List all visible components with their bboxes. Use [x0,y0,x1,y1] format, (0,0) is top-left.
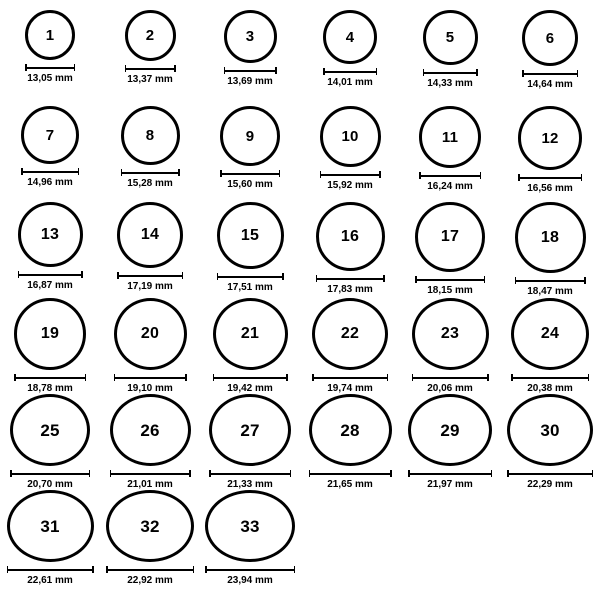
ring-size-cell[interactable] [0,394,100,490]
diameter-label: 13,37 mm [127,74,173,85]
ring-size-cell[interactable] [500,298,600,394]
dimension-tick-right [390,470,392,477]
dimension-tick-right [476,69,478,76]
ring-size-label: 14 [140,226,160,243]
ring-size-cell[interactable] [300,202,400,298]
ring-size-label: 1 [45,26,55,44]
ring-size-label: 33 [240,516,260,536]
dimension-tick-left [7,566,9,573]
ring-circle [106,490,194,562]
ring-size-label: 19 [40,325,60,342]
ring-size-cell[interactable] [100,490,200,586]
dimension-line [412,374,489,381]
dimension-tick-left [10,470,12,477]
dimension-tick-left [522,70,524,77]
ring-size-label: 6 [545,29,555,47]
ring-circle [209,394,291,466]
dimension-tick-right [376,68,378,75]
dimension-tick-right [379,171,381,178]
dimension-tick-left [205,566,207,573]
diameter-label: 13,05 mm [27,73,73,84]
ring-size-label: 24 [540,325,560,342]
ring-size-label: 20 [140,325,160,342]
dimension-annotation [217,273,284,293]
ring-size-label: 16 [340,227,360,245]
ring-size-label: 25 [40,420,60,440]
ring-size-cell[interactable] [500,202,600,298]
ring-size-cell[interactable] [100,106,200,202]
dimension-tick-right [89,470,91,477]
ring-circle [217,202,284,269]
diameter-label: 19,10 mm [127,383,173,394]
ring-circle [25,10,75,60]
dimension-tick-right [189,470,191,477]
ring-circle [18,202,83,267]
dimension-annotation [412,374,489,394]
dimension-tick-right [581,174,583,181]
dimension-line [419,172,481,179]
dimension-tick-right [588,374,590,381]
dimension-annotation [423,69,478,89]
dimension-annotation [316,275,385,295]
dimension-annotation [18,271,83,291]
ring-circle [117,202,183,268]
dimension-line [312,374,388,381]
ring-circle [507,394,593,466]
ring-size-cell[interactable] [400,106,500,202]
ring-size-label: 17 [440,228,460,245]
dimension-line [515,277,586,284]
ring-size-cell[interactable] [0,10,100,106]
ring-size-cell[interactable] [200,394,300,490]
ring-circle [323,10,377,64]
dimension-tick-right [85,374,87,381]
ring-circle [121,106,180,165]
dimension-tick-right [387,374,389,381]
dimension-line [7,566,94,573]
dimension-line [125,65,176,72]
ring-circle [21,106,79,164]
ring-size-label: 7 [45,126,55,144]
ring-circle [423,10,478,65]
dimension-annotation [14,374,86,394]
diameter-label: 20,38 mm [527,383,573,394]
ring-size-cell[interactable] [200,202,300,298]
dimension-line [507,470,593,477]
ring-size-label: 8 [145,127,155,144]
dimension-tick-left [518,174,520,181]
diameter-label: 20,70 mm [27,479,73,490]
dimension-annotation [309,470,392,490]
dimension-tick-right [484,276,486,283]
dimension-line [110,470,191,477]
diameter-label: 21,65 mm [327,479,373,490]
dimension-tick-left [213,374,215,381]
diameter-label: 17,51 mm [227,282,273,293]
dimension-annotation [21,168,79,188]
dimension-tick-left [312,374,314,381]
ring-size-label: 22 [340,325,360,342]
dimension-tick-right [290,470,292,477]
dimension-line [415,276,485,283]
ring-size-label: 12 [541,129,559,147]
dimension-tick-right [577,70,579,77]
ring-size-label: 4 [345,28,355,46]
ring-circle [110,394,191,466]
ring-size-cell[interactable] [500,106,600,202]
dimension-line [14,374,86,381]
ring-size-cell[interactable] [300,298,400,394]
dimension-tick-right [92,566,94,573]
dimension-tick-left [423,69,425,76]
dimension-annotation [125,65,176,85]
ring-size-cell[interactable] [400,298,500,394]
dimension-line [423,69,478,76]
dimension-tick-left [323,68,325,75]
dimension-line [309,470,392,477]
dimension-tick-right [286,374,288,381]
diameter-label: 14,64 mm [527,79,573,90]
dimension-line [25,64,75,71]
ring-size-cell[interactable] [500,394,600,490]
dimension-annotation [209,470,291,490]
dimension-annotation [7,566,94,586]
dimension-tick-right [383,275,385,282]
ring-size-label: 3 [245,28,255,45]
dimension-annotation [224,67,277,87]
dimension-tick-left [220,170,222,177]
diameter-label: 20,06 mm [427,383,473,394]
ring-size-label: 9 [245,127,255,145]
dimension-tick-right [480,172,482,179]
dimension-annotation [312,374,388,394]
ring-size-cell[interactable] [200,10,300,106]
ring-circle [205,490,295,562]
ring-size-cell[interactable] [100,202,200,298]
dimension-annotation [117,272,183,292]
dimension-tick-left [25,64,27,71]
dimension-line [522,70,578,77]
ring-size-cell[interactable] [0,298,100,394]
ring-size-label: 29 [440,420,460,440]
dimension-annotation [419,172,481,192]
ring-circle [7,490,94,562]
dimension-tick-left [511,374,513,381]
dimension-tick-right [81,271,83,278]
dimension-line [121,169,180,176]
dimension-tick-left [224,67,226,74]
dimension-tick-right [193,566,195,573]
diameter-label: 18,47 mm [527,286,573,297]
dimension-line [21,168,79,175]
ring-size-label: 11 [441,128,459,146]
dimension-line [511,374,589,381]
dimension-tick-right [78,168,80,175]
dimension-tick-right [282,273,284,280]
dimension-tick-left [515,277,517,284]
ring-circle [518,106,582,170]
ring-size-cell[interactable] [300,10,400,106]
dimension-tick-right [279,170,281,177]
ring-size-cell[interactable] [400,394,500,490]
ring-size-cell[interactable] [400,202,500,298]
dimension-annotation [320,171,381,191]
dimension-tick-left [14,374,16,381]
diameter-label: 13,69 mm [227,76,273,87]
dimension-line [518,174,582,181]
ring-circle [224,10,277,63]
diameter-label: 21,01 mm [127,479,173,490]
dimension-annotation [522,70,578,90]
diameter-label: 19,74 mm [327,383,373,394]
dimension-annotation [518,174,582,194]
dimension-line [205,566,295,573]
dimension-tick-right [487,374,489,381]
dimension-tick-left [309,470,311,477]
dimension-annotation [507,470,593,490]
ring-size-label: 13 [40,225,60,243]
ring-circle [408,394,492,466]
dimension-tick-left [21,168,23,175]
dimension-line [209,470,291,477]
dimension-tick-left [507,470,509,477]
diameter-label: 17,83 mm [327,284,373,295]
ring-circle [125,10,176,61]
dimension-tick-left [320,171,322,178]
dimension-annotation [110,470,191,490]
dimension-tick-right [182,272,184,279]
diameter-label: 15,28 mm [127,178,173,189]
dimension-tick-left [412,374,414,381]
dimension-line [10,470,90,477]
dimension-line [117,272,183,279]
diameter-label: 15,92 mm [327,180,373,191]
dimension-line [220,170,280,177]
dimension-line [106,566,194,573]
ring-size-cell[interactable] [300,394,400,490]
ring-size-label: 21 [240,325,260,342]
dimension-tick-left [125,65,127,72]
ring-size-cell[interactable] [100,10,200,106]
ring-circle [14,298,86,370]
diameter-label: 23,94 mm [227,575,273,586]
diameter-label: 22,92 mm [127,575,173,586]
dimension-tick-right [185,374,187,381]
dimension-annotation [323,68,377,88]
dimension-line [320,171,381,178]
diameter-label: 22,61 mm [27,575,73,586]
ring-circle [511,298,589,370]
ring-size-cell[interactable] [0,490,100,586]
dimension-annotation [114,374,187,394]
ring-size-cell[interactable] [500,10,600,106]
ring-circle [309,394,392,466]
dimension-annotation [515,277,586,297]
dimension-tick-right [174,65,176,72]
dimension-tick-left [209,470,211,477]
dimension-tick-right [74,64,76,71]
dimension-tick-right [275,67,277,74]
ring-circle [114,298,187,370]
ring-circle [419,106,481,168]
ring-size-cell[interactable] [100,394,200,490]
diameter-label: 22,29 mm [527,479,573,490]
ring-circle [320,106,381,167]
diameter-label: 21,97 mm [427,479,473,490]
dimension-line [213,374,288,381]
dimension-annotation [25,64,75,84]
dimension-tick-right [491,470,493,477]
dimension-tick-left [316,275,318,282]
dimension-tick-left [106,566,108,573]
ring-size-cell[interactable] [200,106,300,202]
ring-size-label: 23 [440,325,460,342]
ring-circle [312,298,388,370]
ring-circle [412,298,489,370]
dimension-tick-left [415,276,417,283]
dimension-tick-right [294,566,296,573]
ring-circle [10,394,90,466]
diameter-label: 21,33 mm [227,479,273,490]
dimension-tick-left [419,172,421,179]
dimension-annotation [415,276,485,296]
ring-size-grid [0,10,600,586]
dimension-tick-right [584,277,586,284]
diameter-label: 16,56 mm [527,183,573,194]
ring-size-cell[interactable] [300,106,400,202]
ring-circle [213,298,288,370]
dimension-line [408,470,492,477]
dimension-tick-left [121,169,123,176]
ring-size-cell[interactable] [100,298,200,394]
ring-circle [522,10,578,66]
dimension-annotation [408,470,492,490]
ring-size-label: 31 [40,516,60,536]
dimension-tick-left [117,272,119,279]
dimension-annotation [121,169,180,189]
ring-size-cell[interactable] [200,490,300,586]
diameter-label: 19,42 mm [227,383,273,394]
ring-circle [220,106,280,166]
dimension-tick-left [110,470,112,477]
dimension-line [316,275,385,282]
diameter-label: 14,33 mm [427,78,473,89]
diameter-label: 14,01 mm [327,77,373,88]
ring-size-label: 30 [540,420,560,440]
dimension-annotation [511,374,589,394]
dimension-annotation [213,374,288,394]
diameter-label: 18,15 mm [427,285,473,296]
dimension-line [323,68,377,75]
diameter-label: 16,24 mm [427,181,473,192]
ring-size-cell[interactable] [400,10,500,106]
dimension-tick-right [178,169,180,176]
dimension-annotation [205,566,295,586]
diameter-label: 18,78 mm [27,383,73,394]
ring-size-label: 26 [140,420,160,440]
diameter-label: 17,19 mm [127,281,173,292]
dimension-annotation [220,170,280,190]
dimension-tick-left [408,470,410,477]
ring-circle [515,202,586,273]
ring-size-label: 10 [341,128,359,145]
ring-size-label: 2 [145,27,155,44]
ring-size-label: 27 [240,420,260,440]
dimension-tick-left [18,271,20,278]
dimension-annotation [106,566,194,586]
ring-size-label: 5 [445,29,455,46]
diameter-label: 15,60 mm [227,179,273,190]
ring-circle [415,202,485,272]
ring-size-label: 28 [340,420,360,440]
diameter-label: 14,96 mm [27,177,73,188]
dimension-annotation [10,470,90,490]
dimension-line [224,67,277,74]
ring-circle [316,202,385,271]
dimension-tick-right [592,470,594,477]
diameter-label: 16,87 mm [27,280,73,291]
dimension-line [217,273,284,280]
ring-size-cell[interactable] [0,202,100,298]
ring-size-label: 15 [240,226,260,244]
ring-size-cell[interactable] [0,106,100,202]
dimension-tick-left [217,273,219,280]
dimension-tick-left [114,374,116,381]
dimension-line [114,374,187,381]
ring-size-label: 32 [140,516,160,536]
ring-size-cell[interactable] [200,298,300,394]
dimension-line [18,271,83,278]
ring-size-label: 18 [540,228,560,246]
